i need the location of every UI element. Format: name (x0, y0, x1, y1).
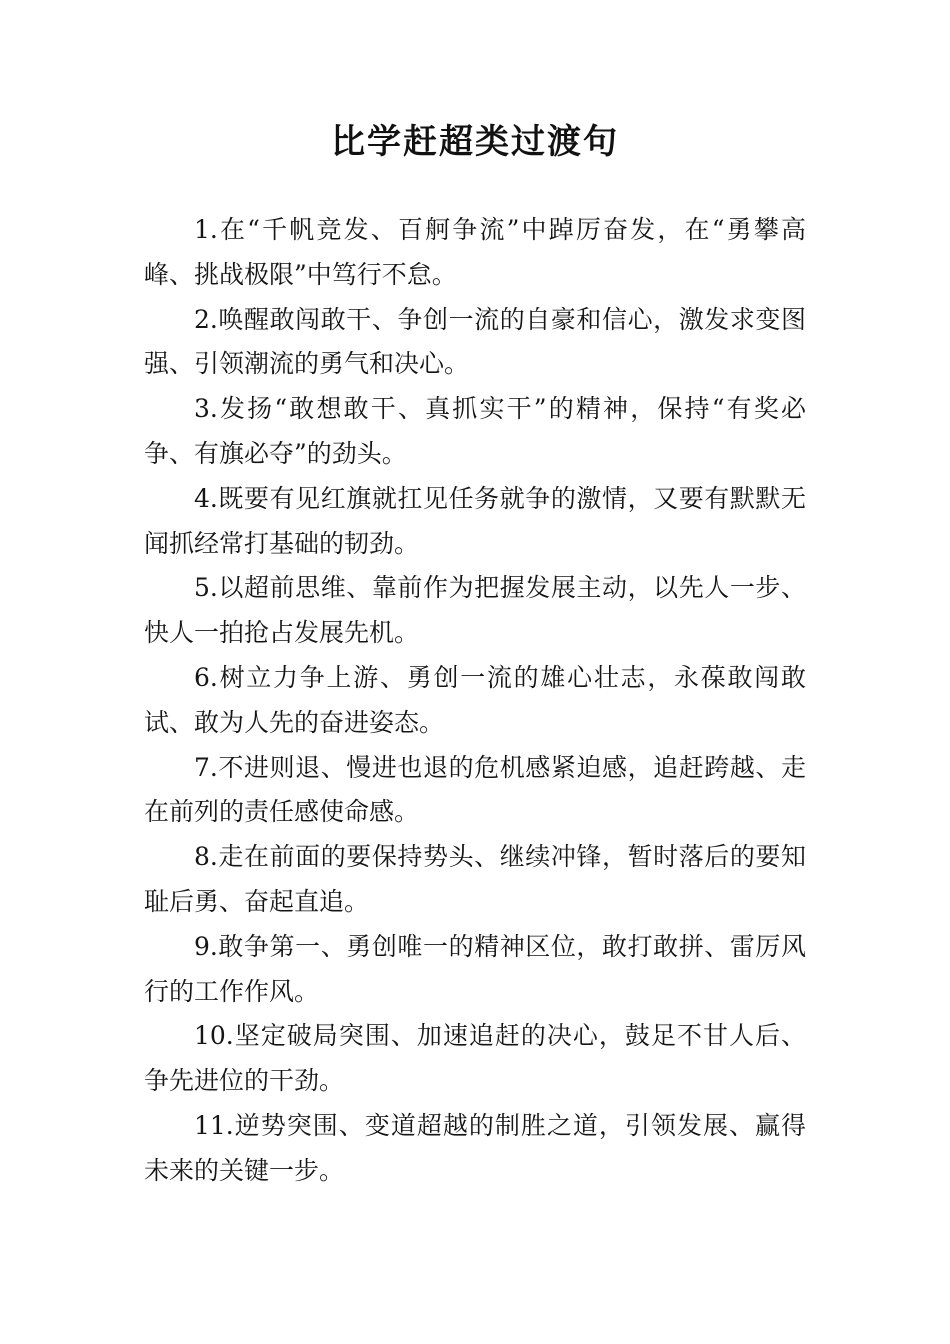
paragraph-9: 9.敢争第一、勇创唯一的精神区位，敢打敢拼、雷厉风行的工作作风。 (144, 931, 806, 1006)
paragraph-3: 3.发扬“敢想敢干、真抓实干”的精神，保持“有奖必争、有旗必夺”的劲头。 (144, 394, 806, 468)
paragraph-11: 11.逆势突围、变道超越的制胜之道，引领发展、赢得未来的关键一步。 (144, 1110, 806, 1185)
paragraph-6: 6.树立力争上游、勇创一流的雄心壮志，永葆敢闯敢试、敢为人先的奋进姿态。 (144, 662, 806, 737)
paragraph-5: 5.以超前思维、靠前作为把握发展主动，以先人一步、快人一拍抢占发展先机。 (144, 573, 806, 648)
paragraph-7: 7.不进则退、慢进也退的危机感紧迫感，追赶跨越、走在前列的责任感使命感。 (144, 752, 806, 827)
paragraph-1: 1.在“千帆竞发、百舸争流”中踔厉奋发，在“勇攀高峰、挑战极限”中笃行不怠。 (144, 215, 806, 289)
document-title: 比学赶超类过渡句 (331, 122, 619, 162)
paragraph-8: 8.走在前面的要保持势头、继续冲锋，暂时落后的要知耻后勇、奋起直追。 (144, 842, 806, 916)
paragraph-4: 4.既要有见红旗就扛见任务就争的激情，又要有默默无闻抓经常打基础的韧劲。 (144, 483, 806, 558)
paragraph-2: 2.唤醒敢闯敢干、争创一流的自豪和信心，激发求变图强、引领潮流的勇气和决心。 (144, 304, 806, 379)
paragraph-10: 10.坚定破局突围、加速追赶的决心，鼓足不甘人后、争先进位的干劲。 (144, 1021, 806, 1096)
document-body (144, 208, 806, 1194)
